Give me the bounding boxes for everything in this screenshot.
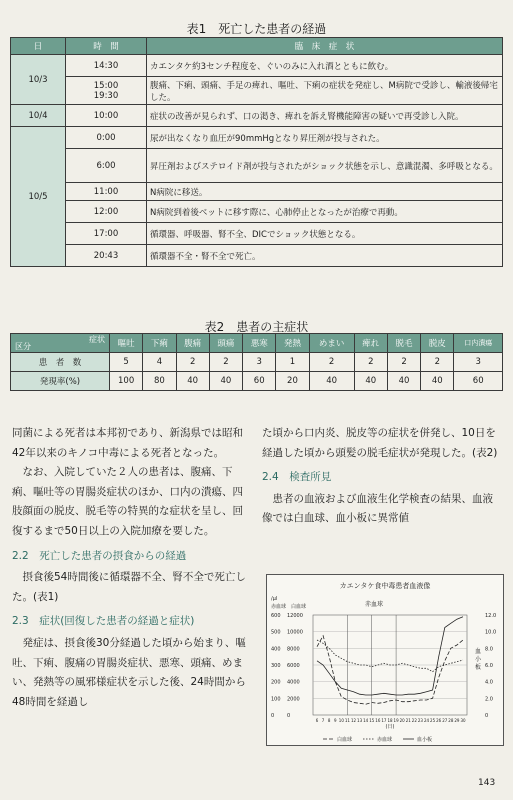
- chart-y-right-label-char: 小: [475, 656, 482, 663]
- chart-y-tick-wbc: 0: [287, 713, 291, 719]
- table1-day-cell: 10/4: [11, 105, 66, 127]
- chart-x-tick: 23: [417, 718, 423, 723]
- chart-x-tick: 7: [321, 718, 325, 723]
- table1-time-cell: 10:00: [66, 105, 147, 127]
- table1-time-cell: 6:00: [66, 149, 147, 183]
- chart-x-tick: 20: [399, 718, 405, 723]
- chart-series-plt: [317, 617, 463, 695]
- table1-time-cell: 15:00 19:30: [66, 77, 147, 105]
- chart-x-tick: 13: [357, 718, 363, 723]
- chart-y-tick-wbc: 8000: [287, 646, 300, 653]
- body-paragraph: た頃から口内炎、脱皮等の症状を併発し、10日を経過した頃から頭髪の脱毛症状が発現した。(表2): [262, 427, 498, 459]
- table2-row: [11, 372, 503, 391]
- table1-time-cell: 14:30: [66, 55, 147, 77]
- table2-symptom-header: 脱毛: [387, 334, 420, 353]
- table2-value-cell: 3: [454, 353, 503, 372]
- chart-y-tick-rbc: 100: [271, 696, 281, 703]
- table1: [10, 37, 503, 267]
- table2-value-cell: 2: [421, 353, 454, 372]
- body-paragraph: なお、入院していた２人の患者は、腹痛、下痢、嘔吐等の胃腸炎症状のほか、口内の潰瘍、四肢顔面の脱皮、脱毛等の特異的な症状を呈し、回復するまで50日以上の入院加療を要した。: [12, 466, 243, 537]
- table1-header-day: 日: [11, 38, 66, 55]
- chart-y-tick-plt: 4.0: [485, 679, 493, 686]
- table1-row: [11, 127, 503, 149]
- right-text-column: [262, 424, 502, 529]
- table1-row: [11, 149, 503, 183]
- table2-row-label: 患 者 数: [11, 353, 110, 372]
- table2-value-cell: 40: [387, 372, 420, 391]
- chart-x-tick: 11: [344, 718, 350, 723]
- page-number: 143: [478, 778, 496, 788]
- table1-row: [11, 183, 503, 201]
- chart-x-tick: 16: [375, 718, 381, 723]
- table2-corner-cell: [11, 334, 110, 353]
- table1-symptom-cell: 循環器不全・腎不全で死亡。: [147, 245, 503, 267]
- table2-symptom-header: 頭痛: [209, 334, 242, 353]
- table2-value-cell: 100: [110, 372, 143, 391]
- table2-corner-bottom: 区分: [15, 342, 31, 351]
- table2-value-cell: 60: [243, 372, 276, 391]
- chart-x-tick: 9: [333, 718, 337, 723]
- chart-y-series-label-rbc: 赤血球: [271, 604, 287, 610]
- table2-value-cell: 40: [176, 372, 209, 391]
- chart-y-tick-plt: 6.0: [485, 663, 493, 669]
- table2-value-cell: 40: [421, 372, 454, 391]
- table2-value-cell: 2: [209, 353, 242, 372]
- table1-row: [11, 55, 503, 77]
- blood-chart: [266, 574, 504, 746]
- table1-row: [11, 245, 503, 267]
- chart-x-tick: 18: [387, 718, 393, 723]
- chart-x-tick: 10: [338, 718, 344, 723]
- chart-x-tick: 19: [393, 718, 399, 723]
- table1-row: [11, 77, 503, 105]
- table2-row: [11, 353, 503, 372]
- table2-value-cell: 2: [176, 353, 209, 372]
- chart-x-tick: 8: [327, 718, 331, 723]
- chart-x-tick: 17: [381, 718, 387, 723]
- table2-symptom-header: 嘔吐: [110, 334, 143, 353]
- table1-title: 表1 死亡した患者の経過: [186, 22, 327, 36]
- table2-value-cell: 5: [110, 353, 143, 372]
- chart-y-tick-rbc: 500: [271, 629, 281, 636]
- body-paragraph: 同菌による死者は本邦初であり、新潟県では昭和42年以来のキノコ中毒による死者となった。: [12, 427, 243, 459]
- chart-y-tick-plt: 0: [485, 713, 489, 719]
- table1-body: [11, 55, 503, 267]
- chart-x-tick: 26: [436, 718, 442, 723]
- table1-row: [11, 201, 503, 223]
- chart-x-tick: 30: [460, 718, 466, 723]
- table2-symptom-header: 悪寒: [243, 334, 276, 353]
- table1-symptom-cell: 尿が出なくなり血圧が90mmHgとなり昇圧剤が投与された。: [147, 127, 503, 149]
- chart-x-tick: 6: [315, 718, 319, 723]
- table2-value-cell: 2: [309, 353, 354, 372]
- body-paragraph: 摂食後54時間後に循環器不全、腎不全で死亡した。(表1): [12, 571, 246, 603]
- table1-header-row: [11, 38, 503, 55]
- chart-x-tick: 25: [430, 718, 436, 723]
- chart-y-tick-plt: 12.0: [485, 613, 497, 619]
- table1-time-cell: 17:00: [66, 223, 147, 245]
- chart-y-tick-wbc: 12000: [287, 613, 303, 619]
- section-heading: 2.4 検査所見: [262, 471, 332, 484]
- chart-y-series-label-wbc: 白血球: [291, 604, 307, 610]
- table2-symptom-header: 痺れ: [354, 334, 387, 353]
- table2-value-cell: 40: [209, 372, 242, 391]
- table2-symptom-header: 口内潰瘍: [454, 334, 503, 353]
- chart-y-tick-rbc: 200: [271, 679, 281, 686]
- table1-time-cell: 20:43: [66, 245, 147, 267]
- chart-y-tick-rbc: 400: [271, 646, 281, 653]
- table1-symptom-cell: 循環器、呼吸器、腎不全、DICでショック状態となる。: [147, 223, 503, 245]
- chart-y-tick-rbc: 600: [271, 613, 281, 619]
- left-text-column: [12, 424, 252, 712]
- table1-time-cell: 11:00: [66, 183, 147, 201]
- table1-day-cell: 10/3: [11, 55, 66, 105]
- body-paragraph: 発症は、摂食後30分経過した頃から始まり、嘔吐、下痢、腹痛の胃腸炎症状、悪寒、頭痛、めまい、発熱等の風邪様症状を示した後、24時間から48時間を経過し: [12, 636, 246, 708]
- chart-y-tick-wbc: 6000: [287, 663, 300, 669]
- chart-x-tick: 24: [423, 718, 430, 723]
- chart-legend-label: 血小板: [417, 737, 433, 743]
- table2-symptom-header: 脱皮: [421, 334, 454, 353]
- table2-value-cell: 2: [387, 353, 420, 372]
- table2-value-cell: 40: [309, 372, 354, 391]
- table1-symptom-cell: カエンタケ約3センチ程度を、ぐいのみに入れ酒とともに飲む。: [147, 55, 503, 77]
- chart-x-tick: 12: [350, 718, 357, 723]
- table2: [10, 333, 503, 391]
- chart-y-tick-wbc: 10000: [287, 629, 303, 636]
- section-heading: 2.2 死亡した患者の摂食からの経過: [12, 549, 187, 562]
- table2-symptom-header: 腹痛: [176, 334, 209, 353]
- table2-body: [11, 334, 503, 391]
- table1-symptom-cell: 腹痛、下痢、頭痛、手足の痺れ、嘔吐、下痢の症状を発症し、M病院で受診し、輸液後帰宅した。: [147, 77, 503, 105]
- chart-x-tick: 29: [454, 718, 460, 723]
- section-heading: 2.3 症状(回復した患者の経過と症状): [12, 615, 195, 628]
- table1-row: [11, 223, 503, 245]
- table1-header-symptom: 臨 床 症 状: [147, 38, 503, 55]
- table2-value-cell: 4: [143, 353, 176, 372]
- chart-title: カエンタケ食中毒患者血液像: [339, 582, 431, 590]
- table2-value-cell: 2: [354, 353, 387, 372]
- chart-legend-label: 白血球: [337, 737, 353, 743]
- chart-x-tick: 15: [369, 718, 375, 723]
- table2-symptom-header: 発熱: [276, 334, 309, 353]
- chart-x-tick: 21: [405, 718, 411, 723]
- chart-x-tick: 22: [411, 718, 417, 723]
- table2-symptom-header: 下痢: [143, 334, 176, 353]
- table2-value-cell: 40: [354, 372, 387, 391]
- table2-corner-top: 症状: [89, 335, 105, 344]
- table2-value-cell: 3: [243, 353, 276, 372]
- chart-y-tick-wbc: 2000: [287, 696, 300, 703]
- chart-x-tick: 28: [448, 718, 454, 723]
- chart-x-label: (日): [385, 724, 395, 730]
- chart-legend-label: 赤血球: [377, 737, 393, 743]
- table1-header-time: 時 間: [66, 38, 147, 55]
- chart-y-tick-plt: 2.0: [485, 696, 493, 703]
- table2-value-cell: 20: [276, 372, 309, 391]
- table2-value-cell: 1: [276, 353, 309, 372]
- table1-day-cell: 10/5: [11, 127, 66, 267]
- chart-y-right-label-char: 板: [475, 664, 482, 671]
- chart-y-tick-rbc: 0: [271, 713, 275, 719]
- chart-y-tick-plt: 10.0: [485, 629, 497, 636]
- table1-time-cell: 0:00: [66, 127, 147, 149]
- chart-y-unit: /μl: [271, 596, 278, 602]
- table1-symptom-cell: N病院到着後ベットに移す際に、心肺停止となったが治療で再動。: [147, 201, 503, 223]
- table1-time-cell: 12:00: [66, 201, 147, 223]
- table1-symptom-cell: 症状の改善が見られず、口の渇き、痺れを訴え腎機能障害の疑いで再受診し入院。: [147, 105, 503, 127]
- chart-y-tick-rbc: 300: [271, 663, 281, 669]
- blood-chart-svg: [267, 575, 503, 745]
- chart-x-tick: 27: [442, 718, 448, 723]
- table2-symptom-header: めまい: [309, 334, 354, 353]
- table2-value-cell: 80: [143, 372, 176, 391]
- body-paragraph: 患者の血液および血液生化学検査の結果、血液像では白血球、血小板に異常値: [262, 492, 493, 525]
- table1-symptom-cell: N病院に移送。: [147, 183, 503, 201]
- chart-y-tick-wbc: 4000: [287, 679, 300, 686]
- chart-inline-label: 赤血球: [365, 601, 384, 608]
- chart-x-tick: 14: [363, 718, 369, 723]
- table1-symptom-cell: 昇圧剤およびステロイド剤が投与されたがショック状態を示し、意識混濁、多呼吸となる。: [147, 149, 503, 183]
- chart-y-tick-plt: 8.0: [485, 646, 493, 653]
- table2-header-row: [11, 334, 503, 353]
- table2-value-cell: 60: [454, 372, 503, 391]
- table2-row-label: 発現率(%): [11, 372, 110, 391]
- table1-row: [11, 105, 503, 127]
- table2-title: 表2 患者の主症状: [204, 320, 309, 334]
- chart-y-right-label-char: 血: [475, 648, 482, 655]
